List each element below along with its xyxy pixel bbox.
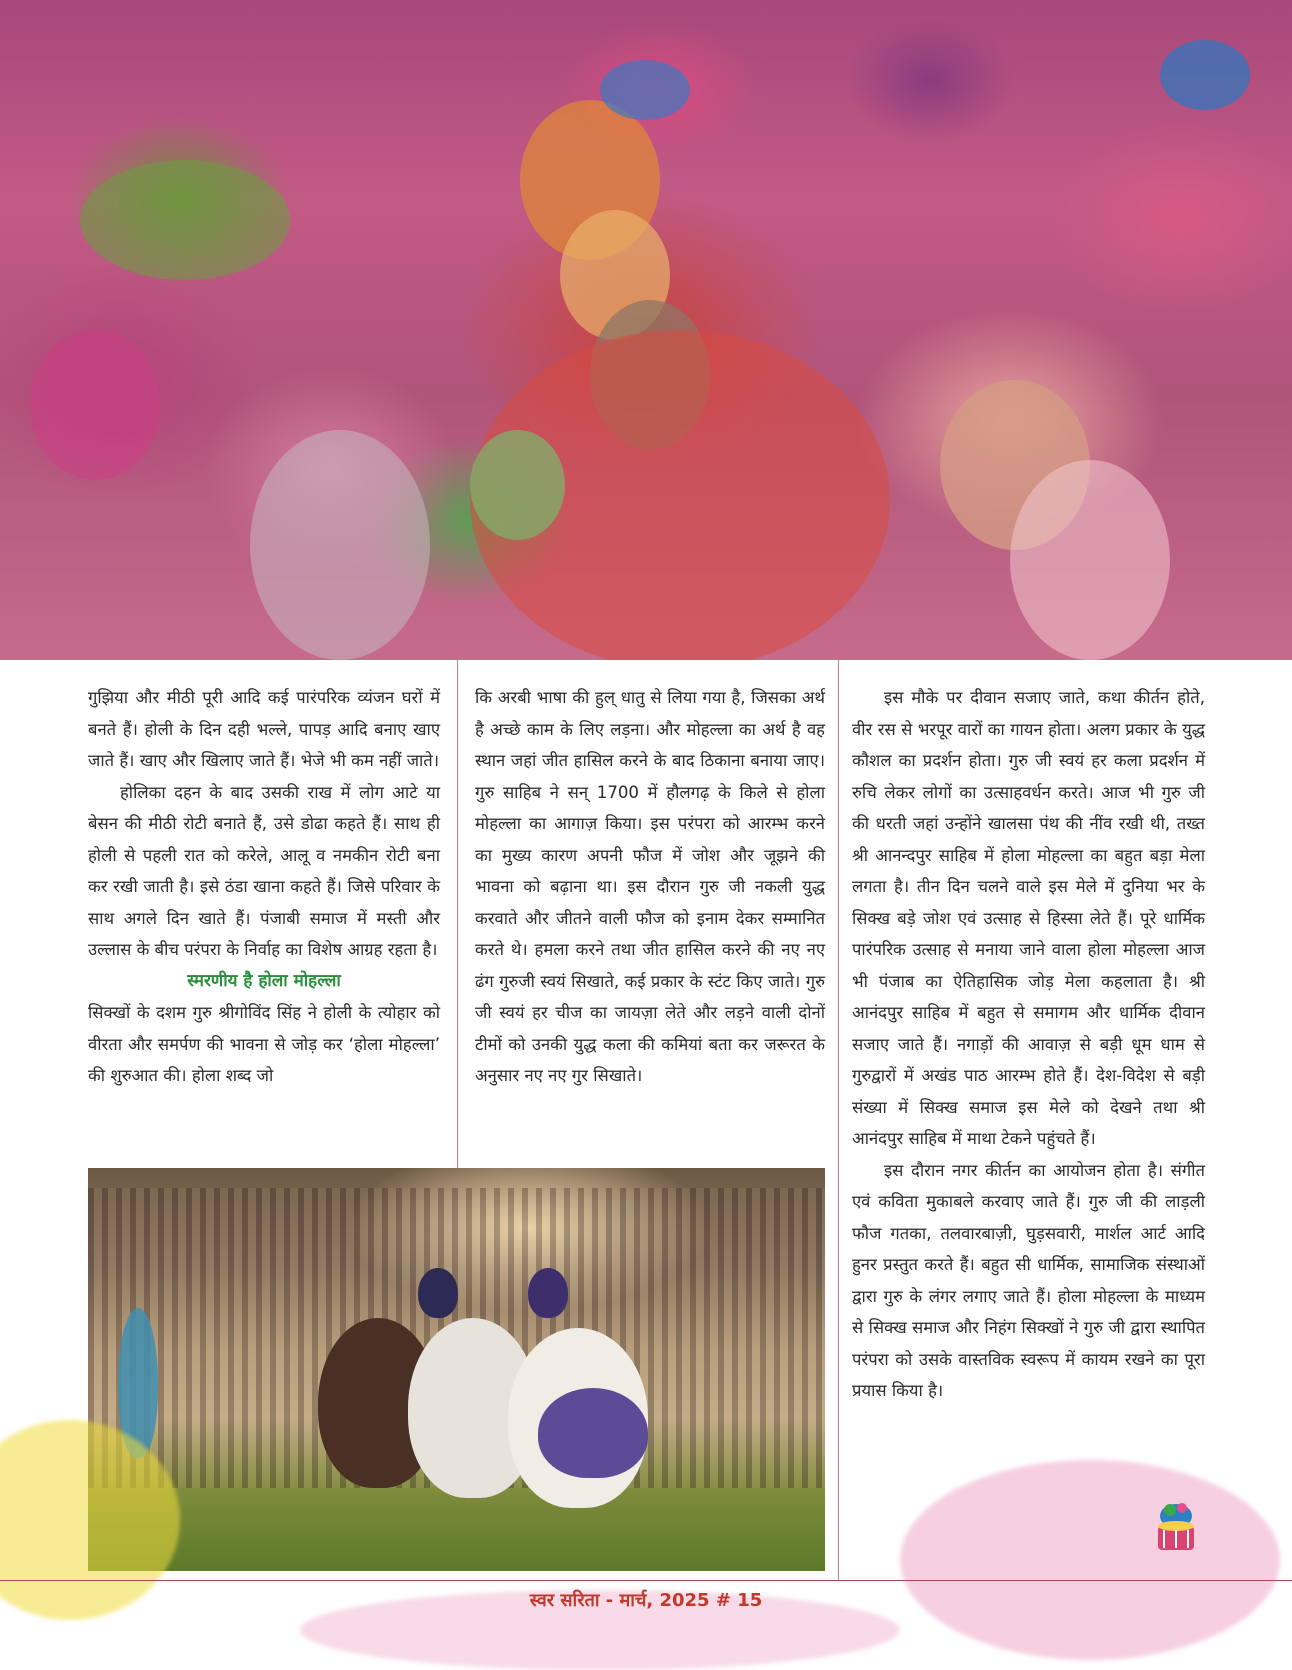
page-number: 15 [737,1590,763,1611]
pink-head-shape [30,330,160,480]
col2-paragraph-1: कि अरबी भाषा की हुल् धातु से लिया गया है, जिसका अर्थ है अच्छे काम के लिए लड़ना। और मोहल्ला का अर्थ है वह स्थान जहां जीत हासिल करने के बाद ठिकाना बनाया जाए। गुरु साहिब ने सन् 1700 में हौलगढ़ के किले से होला मोहल्ला का आगाज़ किया। इस परंपरा को आरम्भ करने का मुख्य कारण अपनी फौज में जोश और जूझने की भावना को बढ़ाना था। इस दौरान गुरु जी नकली युद्ध करवाते और जीतने वाली फौज को इनाम देकर सम्मानित करते थे। हमला करने तथा जीत हासिल करने की नए नए ढंग गुरुजी स्वयं सिखाते, कई प्रकार के स्टंट किए जाते। गुरु जी स्वयं हर चीज का जायज़ा लेते और लड़ने वाली दोनों टीमों को उनकी युद्ध कला की कमियां बता कर जरूरत के अनुसार नए नए गुर सिखाते। [475,688,825,1085]
col3-paragraph-2: इस दौरान नगर कीर्तन का आयोजन होता है। संगीत एवं कविता मुकाबले करवाए जाते हैं। गुरु जी की लाड़ली फौज गतका, तलवारबाज़ी, घुड़सवारी, मार्शल आर्ट आदि हुनर प्रस्तुत करते हैं। बहुत सी धार्मिक, सामाजिक संस्थाओं द्वारा गुरु के लंगर लगाए जाते हैं। होला मोहल्ला के माध्यम से सिक्ख समाज और निहंग सिक्खों ने गुरु जी द्वारा स्थापित परंपरा को उसके वास्तविक स्वरूप में कायम रखने का पूरा प्रयास किया है। [852,1160,1205,1400]
col1-paragraph-1: गुझिया और मीठी पूरी आदि कई पारंपरिक व्यंजन घरों में बनते हैं। होली के दिन दही भल्ले, पापड़ आदि बनाए खाए जाते हैं। खाए और खिलाए जाते हैं। भेजे भी कम नहीं जाते। [88,688,440,770]
pink-splash [900,1460,1280,1660]
col1-paragraph-3: सिक्खों के दशम गुरु श्रीगोविंद सिंह ने होली के त्योहार को वीरता और समर्पण की भावना से जोड़ कर ‘होला मोहल्ला’ की शुरुआत की। होला शब्द जो [88,1003,440,1085]
magazine-name: स्वर सरिता [529,1590,600,1611]
white-shirt-shape [250,430,430,660]
column-1 [88,682,440,1092]
page-footer [0,1588,1292,1612]
blue-turban-shape-2 [600,60,690,120]
footer-rule [0,1580,1292,1581]
drum-icon [1150,1500,1202,1556]
page-hash: # [709,1590,738,1611]
column-divider-2 [838,660,839,1580]
hero-photo [0,0,1292,660]
horse-riders-photo [88,1168,825,1571]
column-3 [852,682,1205,1407]
hand-shape [1010,460,1170,660]
blue-turban-shape [1160,40,1250,110]
rider-shape [418,1268,458,1318]
purple-cloth-shape [538,1388,648,1478]
rider-shape-2 [528,1268,568,1318]
subheading: स्मरणीय है होला मोहल्ला [187,970,341,991]
col3-paragraph-1: इस मौके पर दीवान सजाए जाते, कथा कीर्तन होते, वीर रस से भरपूर वारों का गायन होता। अलग प्रकार के युद्ध कौशल का प्रदर्शन होता। गुरु जी स्वयं हर कला प्रदर्शन में रुचि लेकर लोगों का उत्साहवर्धन करते। आज भी गुरु जी की धरती जहां उन्होंने खालसा पंथ की नींव रखी थी, तख्त श्री आनन्दपुर साहिब में होला मोहल्ला का बहुत बड़ा मेला लगता है। तीन दिन चलने वाले इस मेले में दुनिया भर के सिक्ख बड़े जोश एवं उत्साह से हिस्सा लेते हैं। पूरे धार्मिक पारंपरिक उत्साह से मनाया जाने वाला होला मोहल्ला आज भी पंजाब का ऐतिहासिक जोड़ मेला कहलाता है। श्री आनंदपुर साहिब में बहुत से समागम और धार्मिक दीवान सजाए जाते हैं। नगाड़ों की आवाज़ से बड़ी धूम धाम से गुरुद्वारों में अखंड पाठ आरम्भ होते हैं। देश-विदेश से बड़ी संख्या में सिक्ख समाज इस मेले को देखने तथा श्री आनंदपुर साहिब में माथा टेकने पहुंचते हैं। [852,688,1205,1148]
col1-paragraph-2: होलिका दहन के बाद उसकी राख में लोग आटे या बेसन की मीठी रोटी बनाते हैं, उसे डोढा कहते हैं। साथ ही होली से पहली रात को करेले, आलू व नमकीन रोटी बना कर रखी जाती है। इसे ठंडा खाना कहते हैं। जिसे परिवार के साथ अगले दिन खाते हैं। पंजाबी समाज में मस्ती और उल्लास के बीच परंपरा के निर्वाह का विशेष आग्रह रहता है। [88,782,440,959]
issue-date: मार्च, 2025 [619,1590,710,1611]
footer-separator: - [599,1590,620,1611]
column-2 [475,682,825,1092]
green-face-shape [470,430,565,540]
tree-shape [80,160,290,280]
column-divider-1 [457,660,458,1168]
